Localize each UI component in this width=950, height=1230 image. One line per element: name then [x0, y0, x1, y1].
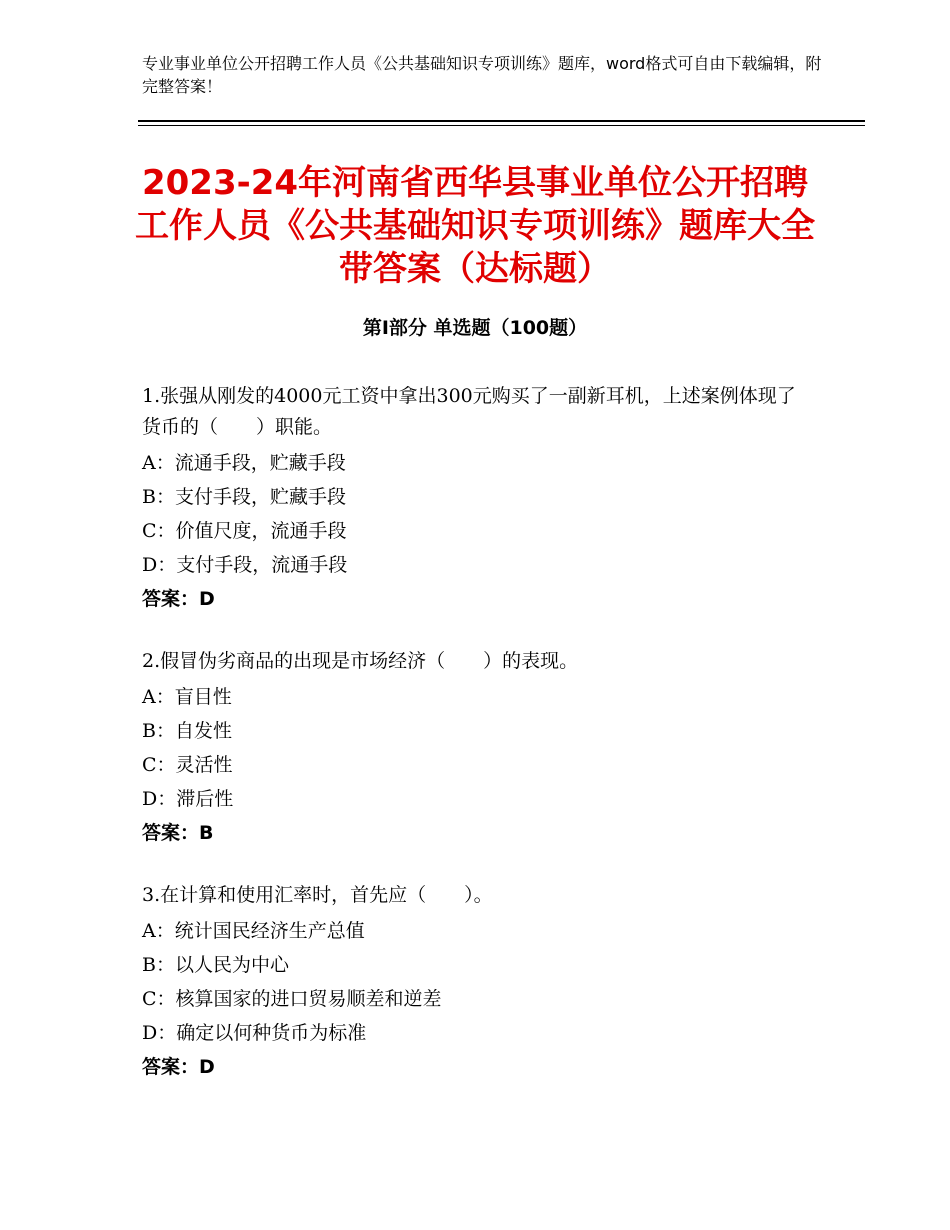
answer: 答案：D	[142, 1056, 215, 1078]
question-2	[142, 646, 812, 850]
option-d: D：确定以何种货币为标准	[142, 1022, 367, 1044]
question-3	[142, 880, 812, 1084]
option-c: C：价值尺度，流通手段	[142, 520, 347, 542]
question-stem: 2.假冒伪劣商品的出现是市场经济（ ）的表现。	[142, 650, 579, 672]
answer: 答案：D	[142, 588, 215, 610]
document-title: 2023-24年河南省西华县事业单位公开招聘工作人员《公共基础知识专项训练》题库大全带答案（达标题）	[135, 163, 815, 289]
option-b: B：支付手段，贮藏手段	[142, 486, 346, 508]
option-c: C：核算国家的进口贸易顺差和逆差	[142, 988, 442, 1010]
option-b: B：以人民为中心	[142, 954, 289, 976]
option-a: A：统计国民经济生产总值	[142, 920, 365, 942]
answer: 答案：B	[142, 822, 214, 844]
question-stem: 3.在计算和使用汇率时，首先应（ ）。	[142, 884, 493, 906]
option-d: D：支付手段，流通手段	[142, 554, 348, 576]
section-title: 第I部分 单选题（100题）	[362, 317, 588, 339]
question-stem: 1.张强从刚发的4000元工资中拿出300元购买了一副新耳机，上述案例体现了货币的（ ）职能。	[142, 385, 796, 438]
option-b: B：自发性	[142, 720, 232, 742]
option-c: C：灵活性	[142, 754, 233, 776]
option-a: A：流通手段，贮藏手段	[142, 452, 346, 474]
header-divider-thick	[138, 120, 865, 122]
option-a: A：盲目性	[142, 686, 232, 708]
header-divider-thin	[138, 125, 865, 126]
header-note: 专业事业单位公开招聘工作人员《公共基础知识专项训练》题库，word格式可自由下载编辑，附完整答案！	[142, 54, 822, 96]
question-1	[142, 381, 812, 616]
question-list	[142, 381, 812, 1114]
option-d: D：滞后性	[142, 788, 234, 810]
